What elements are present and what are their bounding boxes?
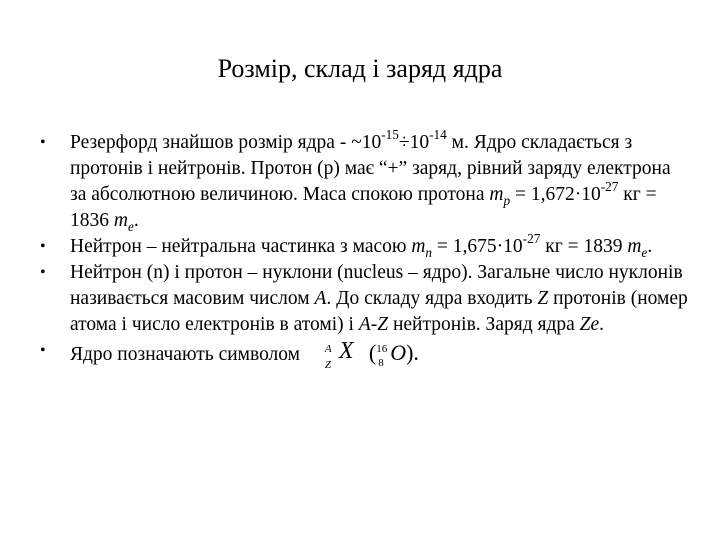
subscript-p: p	[503, 192, 511, 208]
text: = 1,672·10	[510, 184, 601, 205]
symbol-A: A	[314, 288, 327, 309]
paren-open: (	[368, 340, 377, 365]
bullet-dot: •	[40, 238, 46, 255]
text: кг = 1839	[540, 236, 628, 257]
slide-content	[40, 126, 690, 371]
nuclide-example	[368, 338, 419, 369]
bullet-item-3	[40, 260, 690, 338]
text: м. Ядро складається з протонів і нейтронів. Протон (p) має “+” заряд, рівний заряду електрона за абсолютною величиною. Маса спокою протона	[70, 132, 671, 205]
text: .	[647, 236, 653, 257]
exponent: -27	[600, 178, 619, 194]
bullet-dot: •	[40, 264, 46, 281]
text: нейтронів. Заряд ядра	[388, 314, 580, 335]
symbol-Ze: Ze	[579, 314, 600, 335]
exponent: -15	[381, 126, 399, 142]
bullet-item-2	[40, 230, 690, 260]
example-indices	[376, 338, 390, 369]
bullet-item-4	[40, 338, 690, 371]
example-mass: 16	[376, 343, 388, 355]
text: ÷10	[398, 132, 430, 153]
text: Нейтрон – нейтральна частинка з масою	[70, 236, 412, 257]
nuclide-element: X	[338, 338, 354, 364]
subscript-e: e	[641, 244, 648, 260]
text: .	[133, 210, 139, 231]
bullet-dot: •	[40, 342, 46, 359]
text: кг = 1836	[70, 184, 657, 231]
text: Резерфорд знайшов розмір ядра - ~10	[70, 132, 382, 153]
text: .	[599, 314, 605, 335]
paren-close: ).	[406, 340, 419, 365]
text: . До складу ядра входить	[326, 288, 538, 309]
bullet-item-1	[40, 126, 690, 234]
example-element: O	[390, 340, 407, 365]
slide-title: Розмір, склад і заряд ядра	[217, 54, 503, 83]
symbol-A-Z: A-Z	[358, 314, 389, 335]
nuclide-mass-number: A	[324, 343, 332, 355]
symbol-me: m	[627, 236, 642, 257]
text: Нейтрон (n) і протон – нуклони (nucleus – ядро). Загальне число нуклонів називається масовим числом	[70, 262, 683, 309]
subscript-e: e	[127, 218, 134, 234]
example-number: 8	[378, 357, 384, 369]
symbol-mn: m	[411, 236, 426, 257]
symbol-Z: Z	[537, 288, 549, 309]
bullet-dot: •	[40, 134, 46, 151]
exponent: -14	[429, 126, 447, 142]
text: Ядро позначають символом	[70, 344, 305, 365]
symbol-mp: m	[489, 184, 504, 205]
subscript-n: n	[425, 244, 433, 260]
text: = 1,675·10	[432, 236, 523, 257]
exponent: -27	[522, 230, 541, 246]
nuclide-symbol	[311, 338, 421, 371]
text: протонів (номер атома і число електронів в атомі) і	[70, 288, 688, 335]
symbol-me: m	[113, 210, 128, 231]
nuclide-atomic-number: Z	[324, 359, 332, 371]
